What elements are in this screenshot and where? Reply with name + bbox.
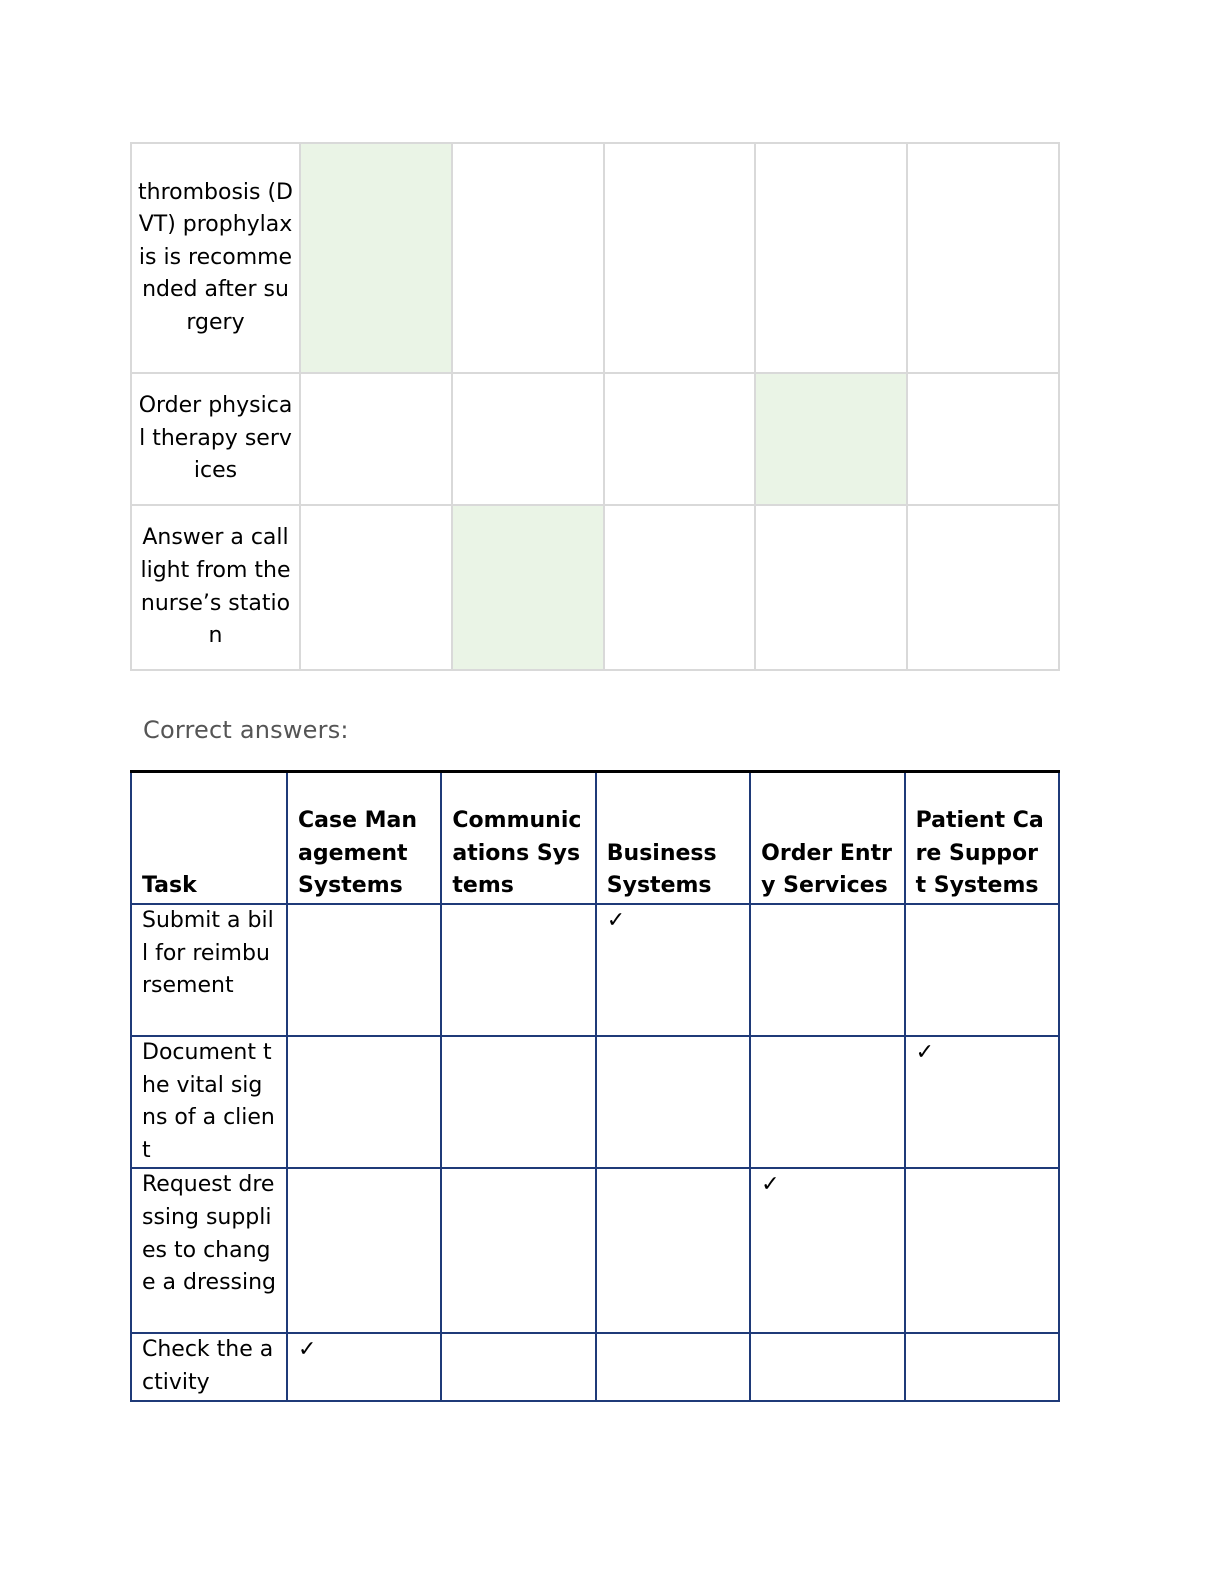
answer-cell-case-management	[287, 1168, 441, 1333]
task-cell: Request dressing supplies to change a dressing	[131, 1168, 287, 1333]
answer-cell-order-entry	[750, 1036, 904, 1168]
header-business: Business Systems	[596, 772, 750, 905]
table-row	[131, 373, 1059, 505]
answer-cell-case-management	[287, 904, 441, 1036]
answers-table	[130, 770, 1060, 1402]
header-order-entry: Order Entry Services	[750, 772, 904, 905]
task-cell: Check the activity	[131, 1333, 287, 1400]
answer-cell-order-entry	[755, 143, 907, 373]
task-cell: thrombosis (DVT) prophylaxis is recommended after surgery	[131, 143, 300, 373]
answer-cell-communications	[441, 1333, 595, 1400]
answer-cell-patient-care	[907, 373, 1059, 505]
table-row	[131, 505, 1059, 670]
correct-answers-heading: Correct answers:	[143, 716, 349, 744]
question-table	[130, 142, 1060, 671]
check-mark-icon: ✓	[606, 908, 626, 933]
answer-cell-communications	[441, 1168, 595, 1333]
answer-cell-case-management	[287, 1333, 441, 1400]
answer-cell-patient-care	[905, 904, 1059, 1036]
answer-cell-business	[596, 1168, 750, 1333]
answer-cell-patient-care	[905, 1168, 1059, 1333]
answer-cell-case-management	[300, 143, 452, 373]
table-row	[131, 904, 1059, 1036]
answer-cell-communications	[441, 904, 595, 1036]
header-task: Task	[131, 772, 287, 905]
table-row	[131, 1333, 1059, 1400]
answer-cell-case-management	[300, 505, 452, 670]
answer-cell-patient-care	[905, 1036, 1059, 1168]
answer-cell-patient-care	[905, 1333, 1059, 1400]
answer-cell-communications	[452, 143, 604, 373]
check-mark-icon: ✓	[915, 1040, 934, 1065]
answer-cell-business	[596, 904, 750, 1036]
task-cell: Submit a bill for reimbursement	[131, 904, 287, 1036]
header-patient-care: Patient Care Support Systems	[905, 772, 1059, 905]
answer-cell-business	[604, 143, 756, 373]
task-cell: Document the vital signs of a client	[131, 1036, 287, 1168]
answer-cell-patient-care	[907, 505, 1059, 670]
answer-cell-order-entry	[750, 1168, 904, 1333]
answer-cell-patient-care	[907, 143, 1059, 373]
table-row	[131, 1036, 1059, 1168]
answer-cell-order-entry	[755, 505, 907, 670]
answer-cell-order-entry	[750, 1333, 904, 1400]
answer-cell-business	[596, 1333, 750, 1400]
answer-cell-business	[604, 373, 756, 505]
header-case-management: Case Management Systems	[287, 772, 441, 905]
answer-cell-order-entry	[750, 904, 904, 1036]
answer-cell-case-management	[287, 1036, 441, 1168]
answer-cell-communications	[452, 505, 604, 670]
task-cell: Answer a call light from the nurse’s station	[131, 505, 300, 670]
task-cell: Order physical therapy services	[131, 373, 300, 505]
answer-cell-case-management	[300, 373, 452, 505]
table-row	[131, 1168, 1059, 1333]
table-header-row	[131, 772, 1059, 905]
table-row	[131, 143, 1059, 373]
answer-cell-business	[604, 505, 756, 670]
check-mark-icon: ✓	[761, 1172, 780, 1198]
answer-cell-communications	[441, 1036, 595, 1168]
answer-cell-order-entry	[755, 373, 907, 505]
answer-cell-business	[596, 1036, 750, 1168]
answer-cell-communications	[452, 373, 604, 505]
header-communications: Communications Systems	[441, 772, 595, 905]
check-mark-icon: ✓	[298, 1337, 317, 1363]
